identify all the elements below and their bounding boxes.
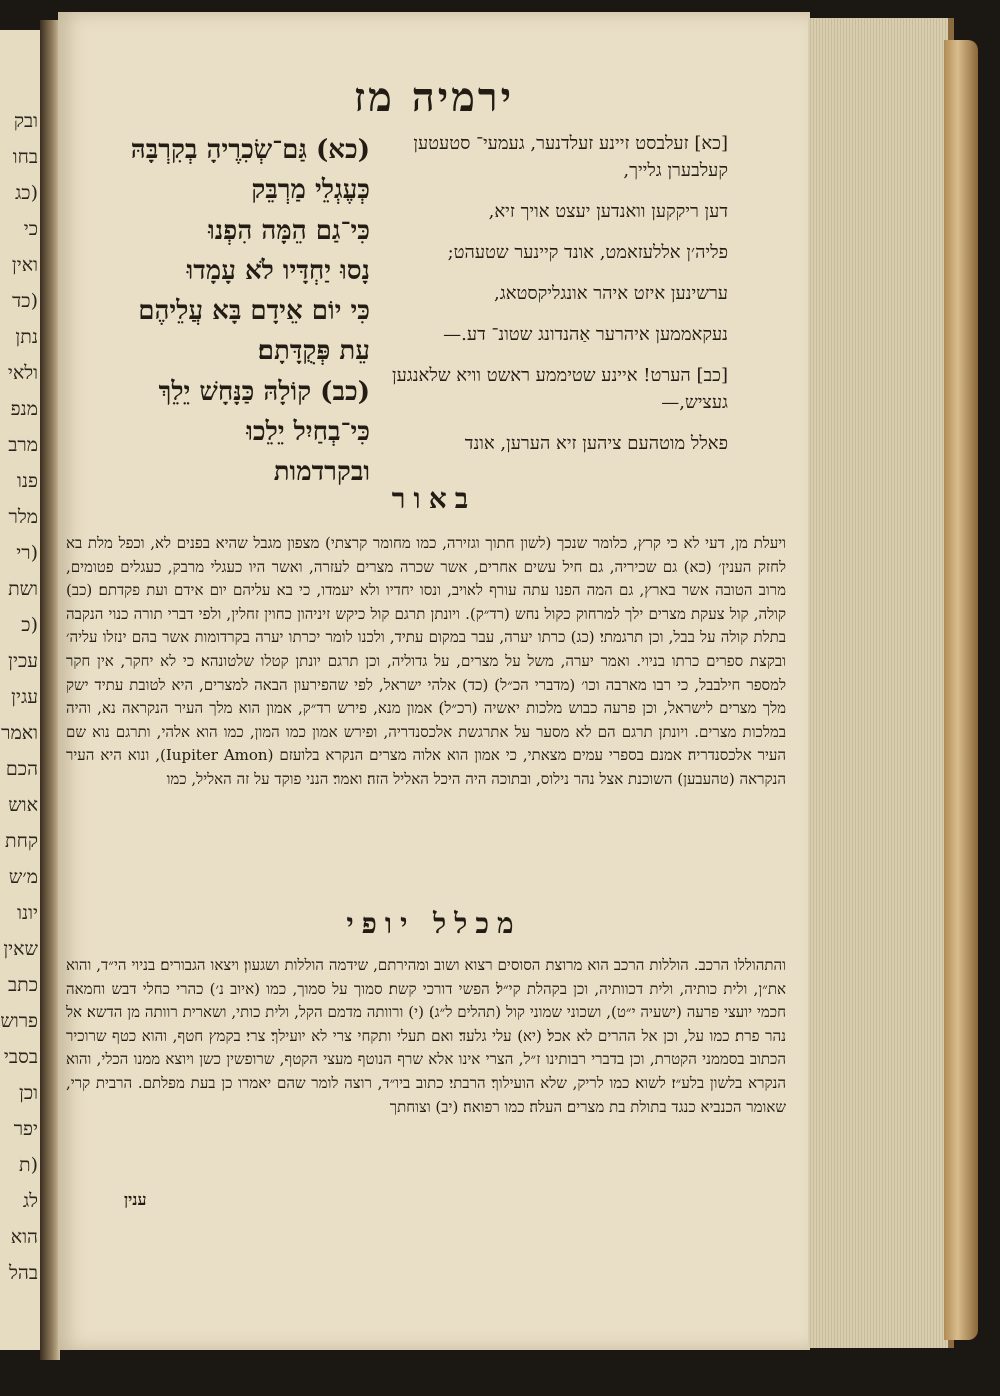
left-page-fragment: קחת [5,830,38,852]
page-title: ירמיה מז [353,74,515,121]
left-page-edge [0,30,43,1350]
left-page-fragment: (כג [15,182,38,204]
left-page-fragment: עכין [8,650,38,672]
hebrew-verse-line: ובקרדמות [273,457,370,488]
yiddish-line: ערשינען איזט איהר אונגליקסטאג, [494,283,728,304]
hebrew-verse-line: (כב) קוֹלָהּ כַּנָּחָשׁ יֵלֵךְ [158,376,370,407]
yiddish-line: [כא] זעלבסט זיינע זעלדנער, געמעי־ סטעטען קעלבערן גלייך, [413,133,728,181]
hebrew-verse-line: כְּעֶגְלֵי מַרְבֵּק [251,175,370,206]
hebrew-verse-line: נָסוּ יַחְדָּיו לֹא עָמָדוּ [186,255,370,286]
left-page-fragment: נתן [15,326,38,348]
left-page-fragment: (רי [16,542,38,564]
left-page-fragment: מנפ [10,398,38,420]
left-page-fragment: ולאי [7,362,38,384]
hebrew-verse-column [74,130,370,493]
left-page-fragment: בסבי [3,1046,38,1068]
left-page-fragment: יונו [17,902,38,924]
left-page-fragment: ובק [13,110,38,132]
biur-commentary: ויעלת מן, דעי לא כי קרץ, כלומר שנכך (לשון חתוך וגזירה, כמו מחומר קרצתי) מצפון מגבל שהיא בפנים לא, וכפל מלת בא לחזק הענין׳ (כא) גם שכיריה, גם חיל עשים אחרים, אשר שכרה מצרים לעזרה, ואשר היו כעגלי מרבק, כעגלים פטומים, מרוב הטובה אשר בארץ, גם המה הפנו עתה עורף לאויב, ונסו יחדיו ולא יעמדו, כי בא עליהם יום אידם ועת פקדתם׃ (כב) קולה, קול צעקת מצרים ילך למרחוק כקול נחש (רד״ק). ויונתן תרגם קול כיקש זיניהון כחוין זחלין, ולפי דברי תורה כנוי הנקבה בתלת קולה על בבל, וכן תרגמתי׃ (כג) כרתו יערה, עבר במקום עתיד, ולכנו לומר יכרתו יערה בקרדומות אשר בהם ינזלו עליה׳ ובקצת ספרים כרתו בניוי. ואמר יערה, משל על מצרים, על גדוליה, וכן תרגם יונתן קטלו שלטונהא׃ כי לא יחקר, אין חקר למספר חילבבל, כי רבו מארבה וכו׳ (מדברי הכ״ל)׃ (כד) אלהי ישראל, לפי שהפירעון הבאה למצרים, היא לטובת עתיד ישק מלך מצרים לישראל, וכן פרעה כבוש מלכות יאשיה (רכ״ל)׃ אמון מנא, פירש רד״ק, אמון הוא מלך העיר הנקראה נא, והיה במלכות מצרים. ויונתן תרגם הם לא מסער על אתרגשת אלכסנדריה, ופירש אמון כמו המון, כמו הוא אלהי, ותרגם נוא שם העיר אלכסנדריה׃ אמנם בספרי עמים מצאתי, כי אמון הוא אלוה מצרים הנקרא בלועזם (Iupiter Amon), ונוא היא העיר הנקראה (טהעבען) השוכנת אצל נהר נילוס, ובתוכה היה היכל האליל הזה׃ ואמר׃ הנני פוקד על זה האליל, כמו [66,534,787,788]
michlal-yofi-commentary: והתהוללו הרכב. הוללות הרכב הוא מרוצת הסוסים רצוא ושוב ומהירתם, שידמה הוללות ושגעון׃ ויצאו הגבורים׃ בניוי הי״ד, והוא את״ן, ולית כותיה, ולית דכוותיה, וכן בקהלת קי״ל׃ הפשי דורכי קשת׃ סמוך על סמוך, כמו (איוב נ׳) כהרי כחלי דבש וחמאה חכמי יועצי פרעה (ישעיה י״ט), ושכוני שמוני קול (תהלים ל״ג)׃ (י) ורוותה מדמם הקל, ולית כותי, ושארית רוותה מן הדשא׃ אל נהר פרת׃ כמו על, וכן אל ההרים לא אכל׃ (יא) עלי גלעד׃ ואם תעלי ותקחי צרי לא יועילך׃ צרי׃ בקמץ חטף, והוא כטף שרוכיר הכתוב בסממני הקטרת, וכן בדברי רבותינו ז״ל, הצרי אינו אלא שרף הנוטף מעצי הקטף, שרופשין כשן ויוצא ממנו הכלי, והוא הנקרא בלשון בלע״ז׃ לשוא׃ כמו לריק, שלא הועילוך׃ הרבתי׃ כתוב ביו״ד, רוצה לומר שהם יאמרו כן בעת מפלתם. הרבית קרי, שאומר הכנביא כנגד בתולת בת מצרים׃ העלה׃ כמו רפואה׃ (יב) וצוחתך [66,956,786,1116]
hebrew-verse-line: כִּי יוֹם אֵידָם בָּא עֲלֵיהֶם [138,296,370,327]
left-page-fragment: ואין [11,254,38,276]
left-page-fragment: אוש [8,794,38,816]
yiddish-line: נעקאממען איהרער אַהנדונג שטונ־ דע.— [443,324,728,345]
yiddish-line: [כב] הערט! איינע שטיממע ראשט וויא שלאנגען געציש,— [391,365,728,413]
left-page-fragment: (ת [19,1154,38,1176]
left-page-fragment: פנו [17,470,38,492]
left-page-fragment: ושת [8,578,38,600]
left-page-fragment: הכם [5,758,38,780]
page-fore-edge [808,18,954,1348]
left-page-fragment: (כד [12,290,38,312]
left-page-fragment: מ׳ש [8,866,38,888]
yiddish-line: דען ריקקען וואנדען יעצט אויך זיא, [488,201,728,222]
hebrew-verse-line: כִּי־גַם הֵמָּה הִפְנוּ [208,215,370,246]
michlal-yofi-heading: מכלל יופי [346,907,522,940]
left-page-fragment: כי [23,218,38,240]
left-page-fragment: הוא [10,1226,38,1248]
right-page [58,12,810,1350]
left-page-fragment: מלר [8,506,38,528]
left-page-fragment: וכן [19,1082,38,1104]
yiddish-line: פליה׳ן אללעזאמט, אונד קיינער שטעהט; [447,242,728,263]
left-page-fragment: (כ [21,614,38,636]
left-page-fragment: ואמר [1,722,38,744]
biur-heading: באור [391,482,477,515]
left-page-fragment: בהל [9,1262,38,1284]
left-page-fragment: שאין [3,938,38,960]
left-page-fragment: מרב [8,434,38,456]
left-page-fragment: לג [22,1190,38,1212]
hebrew-verse-line: עֵת פְּקֻדָּתָם׃ [257,336,370,367]
yiddish-line: פאלל מוטהעם ציהען זיא הערען, אונד [464,433,728,454]
book-gutter [40,20,60,1360]
left-page-fragment: עגין [11,686,38,708]
left-page-fragment: פרוש [0,1010,38,1032]
yiddish-column [376,130,728,471]
catchword: ענין [124,1190,147,1209]
left-page-fragment: יפר [13,1118,38,1140]
hebrew-verse-line: (כא) גַּם־שְׂכִרֶיהָ בְקִרְבָּהּ [130,135,370,165]
left-page-fragment: בחו [12,146,38,168]
book-cover-edge [944,40,978,1340]
left-page-fragment: כתב [7,974,38,996]
hebrew-verse-line: כִּי־בְחַיִל יֵלֵכוּ [246,417,370,448]
